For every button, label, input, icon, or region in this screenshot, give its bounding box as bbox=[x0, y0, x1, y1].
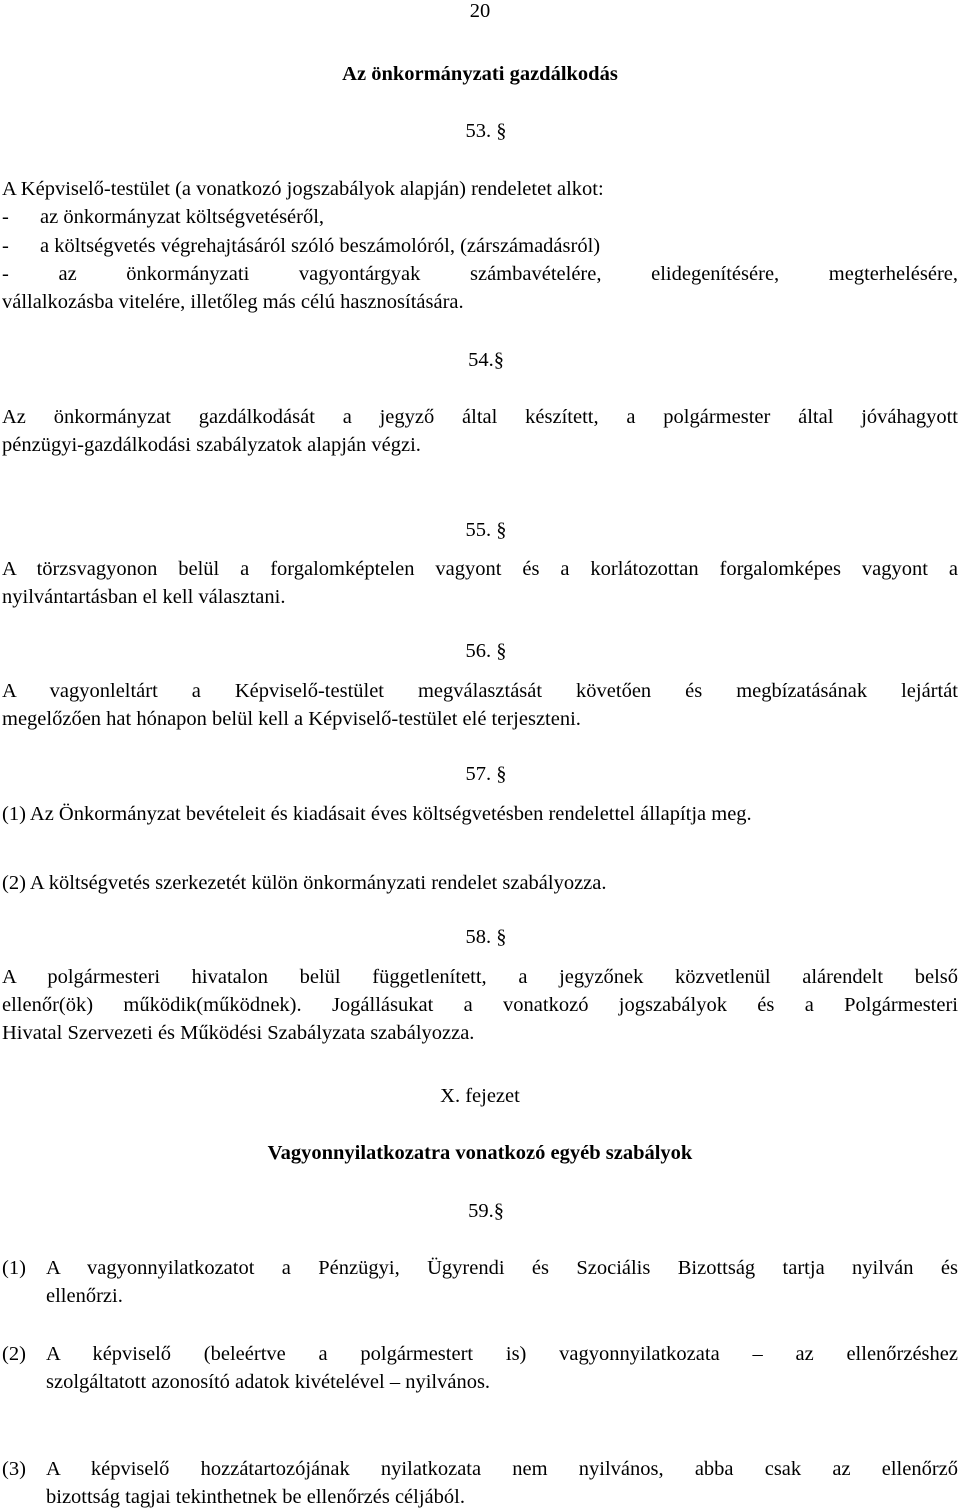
section-53-heading bbox=[0, 117, 960, 145]
section-sign-icon: § bbox=[493, 349, 504, 371]
section-58-heading bbox=[0, 923, 960, 951]
section-57-heading bbox=[0, 760, 960, 788]
section-53-number: 53. bbox=[465, 120, 492, 142]
section-title: Az önkormányzati gazdálkodás bbox=[342, 63, 618, 85]
dash: - bbox=[2, 235, 9, 257]
section-57-number: 57. bbox=[465, 763, 492, 785]
s53-item-2 bbox=[2, 232, 958, 260]
s59-p3-line-1-text: A képviselő hozzátartozójának nyilatkozata nem nyilvános, abba csak az ellenőrző bbox=[46, 1458, 958, 1480]
s59-p3-line-2: bizottság tagjai tekinthetnek be ellenőrzés céljából. bbox=[46, 1486, 465, 1508]
s57-paragraph-2 bbox=[2, 869, 958, 897]
s59-p1-line-1-text: A vagyonnyilatkozatot a Pénzügyi, Ügyrendi és Szociális Bizottság tartja nyilván és bbox=[46, 1257, 958, 1279]
s54-line-1: Az önkormányzat gazdálkodását a jegyző által készített, a polgármester által jóváhagyott bbox=[2, 406, 958, 428]
s59-p1-line-2: ellenőrzi. bbox=[46, 1285, 123, 1307]
s53-item-3-line-2: vállalkozásba vitelére, illetőleg más célú hasznosítására. bbox=[2, 291, 464, 313]
section-55-heading bbox=[0, 516, 960, 544]
s59-p1-number: (1) bbox=[2, 1257, 26, 1279]
s53-intro bbox=[2, 175, 958, 203]
s59-p2-line-1-text: A képviselő (beleértve a polgármestert is) vagyonnyilatkozata – az ellenőrzéshez bbox=[46, 1343, 958, 1365]
s53-intro-text: A Képviselő-testület (a vonatkozó jogszabályok alapján) rendeletet alkot: bbox=[2, 178, 604, 200]
s59-p2-line-2: szolgáltatott azonosító adatok kivételével – nyilvános. bbox=[46, 1371, 491, 1393]
section-56-number: 56. bbox=[465, 640, 492, 662]
s58-line-1: A polgármesteri hivatalon belül függetlenített, a jegyzőnek közvetlenül alárendelt belső bbox=[2, 966, 958, 988]
s55-paragraph bbox=[2, 555, 958, 611]
chapter-label: X. fejezet bbox=[440, 1085, 520, 1107]
s59-p3-line-1 bbox=[2, 1455, 958, 1483]
s59-paragraph-3 bbox=[2, 1455, 958, 1511]
s53-item-1-text: az önkormányzat költségvetéséről, bbox=[40, 206, 325, 228]
section-58-number: 58. bbox=[465, 926, 492, 948]
s54-line-2: pénzügyi-gazdálkodási szabályzatok alapján végzi. bbox=[2, 434, 421, 456]
s58-line-2: ellenőr(ök) működik(működnek). Jogállásukat a vonatkozó jogszabályok és a Polgármesteri bbox=[2, 994, 958, 1016]
dash: - bbox=[2, 206, 9, 228]
s53-item-3 bbox=[2, 260, 958, 316]
s59-p3-number: (3) bbox=[2, 1458, 26, 1480]
s59-paragraph-2 bbox=[2, 1340, 958, 1396]
section-59-number: 59. bbox=[468, 1200, 494, 1222]
s58-paragraph bbox=[2, 963, 958, 1047]
page-number: 20 bbox=[469, 0, 491, 22]
s58-line-3: Hivatal Szervezeti és Működési Szabályzata szabályozza. bbox=[2, 1022, 475, 1044]
section-sign-icon: § bbox=[496, 640, 507, 662]
s59-p2-number: (2) bbox=[2, 1343, 26, 1365]
section-sign-icon: § bbox=[496, 926, 507, 948]
section-55-number: 55. bbox=[465, 519, 492, 541]
s53-item-1 bbox=[2, 203, 958, 231]
s59-p1-line-1 bbox=[2, 1254, 958, 1282]
chapter-title: Vagyonnyilatkozatra vonatkozó egyéb szabályok bbox=[267, 1142, 693, 1164]
section-sign-icon: § bbox=[496, 120, 507, 142]
s57-p2-text: (2) A költségvetés szerkezetét külön önkormányzati rendelet szabályozza. bbox=[2, 872, 607, 894]
section-56-heading bbox=[0, 637, 960, 665]
s54-paragraph bbox=[2, 403, 958, 459]
section-sign-icon: § bbox=[496, 763, 507, 785]
s55-line-1: A törzsvagyonon belül a forgalomképtelen vagyont és a korlátozottan forgalomképes vagyont a bbox=[2, 558, 958, 580]
s57-p1-text: (1) Az Önkormányzat bevételeit és kiadásait éves költségvetésben rendelettel állapítja meg. bbox=[2, 803, 752, 825]
s56-paragraph bbox=[2, 677, 958, 733]
section-sign-icon: § bbox=[496, 519, 507, 541]
s53-item-3-line-1: - az önkormányzati vagyontárgyak számbavételére, elidegenítésére, megterhelésére, bbox=[2, 263, 958, 285]
section-sign-icon: § bbox=[493, 1200, 504, 1222]
s55-line-2: nyilvántartásban el kell választani. bbox=[2, 586, 286, 608]
s56-line-2: megelőzően hat hónapon belül kell a Képviselő-testület elé terjeszteni. bbox=[2, 708, 581, 730]
section-54-heading bbox=[0, 346, 960, 374]
section-59-heading bbox=[0, 1197, 960, 1225]
s59-paragraph-1 bbox=[2, 1254, 958, 1310]
s53-item-2-text: a költségvetés végrehajtásáról szóló beszámolóról, (zárszámadásról) bbox=[40, 235, 601, 257]
s57-paragraph-1 bbox=[2, 800, 958, 828]
s59-p2-line-1 bbox=[2, 1340, 958, 1368]
s56-line-1: A vagyonleltárt a Képviselő-testület megválasztását követően és megbízatásának lejártát bbox=[2, 680, 958, 702]
section-54-number: 54. bbox=[468, 349, 494, 371]
